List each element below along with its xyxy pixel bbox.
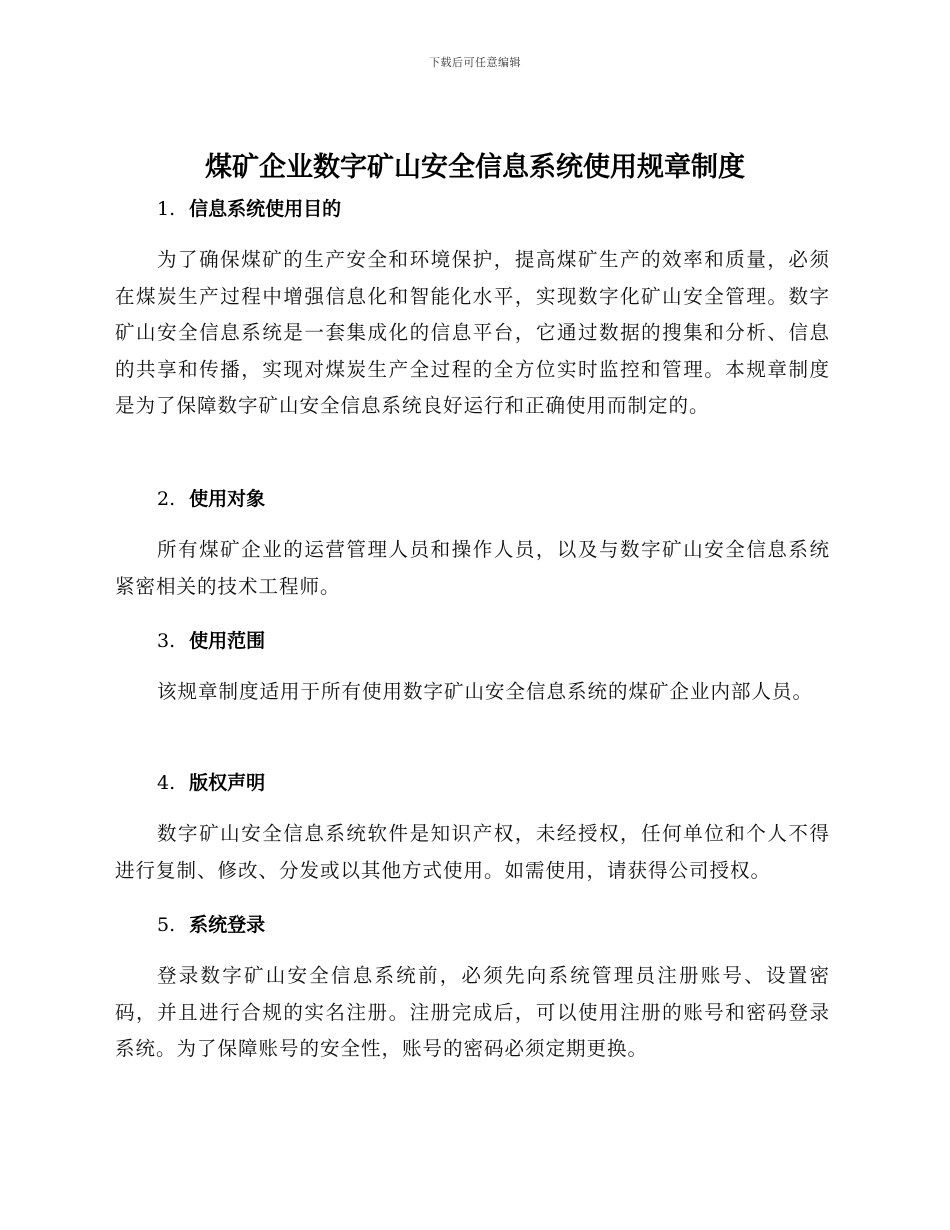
section-title: 使用范围 (189, 630, 266, 652)
section-body-scope: 该规章制度适用于所有使用数字矿山安全信息系统的煤矿企业内部人员。 (157, 680, 814, 703)
section-number: 1. (157, 198, 176, 220)
section-number: 5. (157, 914, 176, 936)
page-header-note: 下载后可任意编辑 (429, 56, 521, 69)
section-title: 版权声明 (189, 772, 266, 794)
section-title: 使用对象 (189, 488, 266, 510)
section-heading-audience (157, 486, 265, 512)
section-title: 信息系统使用目的 (189, 198, 342, 220)
document-title: 煤矿企业数字矿山安全信息系统使用规章制度 (205, 152, 745, 183)
section-heading-login (157, 912, 265, 938)
section-title: 系统登录 (189, 914, 266, 936)
section-number: 4. (157, 772, 176, 794)
section-body-purpose: 为了确保煤矿的生产安全和环境保护，提高煤矿生产的效率和质量，必须在煤炭生产过程中增强信息化和智能化水平，实现数字化矿山安全管理。数字矿山安全信息系统是一套集成化的信息平台，它通过数据的搜集和分析、信息的共享和传播，实现对煤炭生产全过程的全方位实时监控和管理。本规章制度是为了保障数字矿山安全信息系统良好运行和正确使用而制定的。 (115, 248, 830, 417)
section-heading-purpose (157, 196, 341, 222)
section-heading-copyright (157, 770, 265, 796)
section-body-login: 登录数字矿山安全信息系统前，必须先向系统管理员注册账号、设置密码，并且进行合规的实名注册。注册完成后，可以使用注册的账号和密码登录系统。为了保障账号的安全性，账号的密码必须定期更换。 (115, 964, 830, 1060)
section-number: 3. (157, 630, 176, 652)
section-body-copyright: 数字矿山安全信息系统软件是知识产权，未经授权，任何单位和个人不得进行复制、修改、分发或以其他方式使用。如需使用，请获得公司授权。 (115, 822, 830, 882)
section-body-audience: 所有煤矿企业的运营管理人员和操作人员，以及与数字矿山安全信息系统紧密相关的技术工程师。 (115, 538, 830, 598)
section-number: 2. (157, 488, 176, 510)
section-heading-scope (157, 628, 265, 654)
